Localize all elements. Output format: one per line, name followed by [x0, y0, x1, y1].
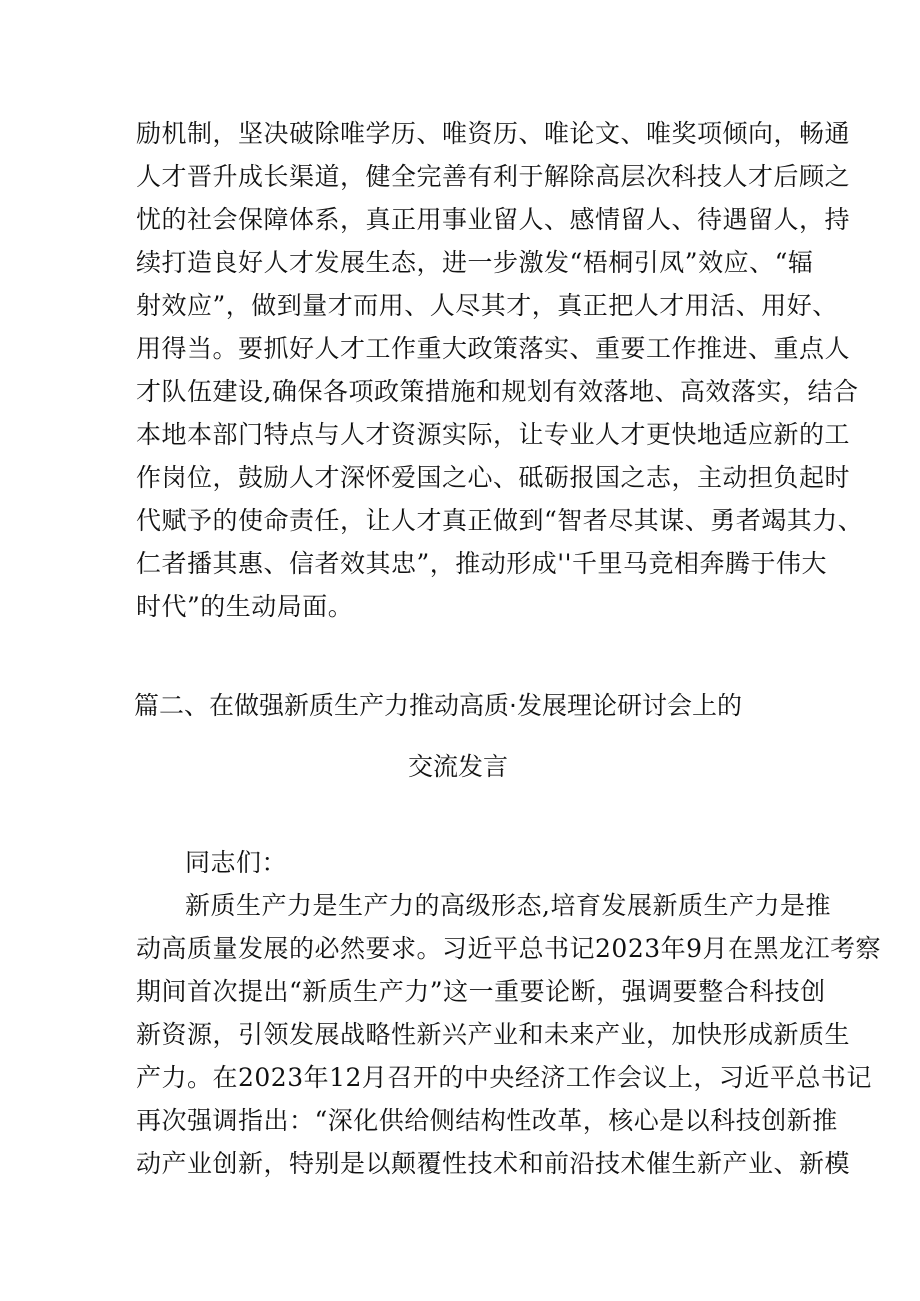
paragraph-line: 新质生产力是生产力的高级形态,培育发展新质生产力是推: [185, 891, 831, 920]
paragraph-line: 代赋予的使命责任，让人才真正做到“智者尽其谋、勇者竭其力、: [136, 506, 864, 535]
salutation: 同志们：: [185, 848, 288, 877]
paragraph-line: 人才晋升成长渠道，健全完善有利于解除高层次科技人才后顾之: [136, 162, 851, 191]
paragraph-line: 产力。在2023年12月召开的中央经济工作会议上，习近平总书记: [136, 1063, 872, 1092]
paragraph-line: 续打造良好人才发展生态，进一步激发“梧桐引凤”效应、“辐: [136, 248, 814, 277]
section-title-line1: 篇二、在做强新质生产力推动高质·发展理论研讨会上的: [134, 691, 742, 720]
paragraph-line: 时代”的生动局面。: [136, 592, 354, 621]
paragraph-line: 励机制，坚决破除唯学历、唯资历、唯论文、唯奖项倾向，畅通: [136, 119, 851, 148]
paragraph-line: 作岗位，鼓励人才深怀爱国之心、砥砺报国之志，主动担负起时: [136, 463, 851, 492]
section-title-line2: 交流发言: [408, 752, 509, 781]
paragraph-line: 动产业创新，特别是以颠覆性技术和前沿技术催生新产业、新模: [136, 1149, 851, 1178]
paragraph-line: 本地本部门特点与人才资源实际，让专业人才更快地适应新的工: [136, 420, 851, 449]
paragraph-line: 才队伍建设,确保各项政策措施和规划有效落地、高效落实，结合: [136, 377, 859, 406]
paragraph-line: 仁者播其惠、信者效其忠”，推动形成''千里马竞相奔腾于伟大: [136, 549, 828, 578]
paragraph-line: 期间首次提出“新质生产力”这一重要论断，强调要整合科技创: [136, 977, 826, 1006]
paragraph-line: 新资源，引领发展战略性新兴产业和未来产业，加快形成新质生: [136, 1020, 851, 1049]
paragraph-line: 射效应”，做到量才而用、人尽其才，真正把人才用活、用好、: [136, 291, 838, 320]
paragraph-line: 用得当。要抓好人才工作重大政策落实、重要工作推进、重点人: [136, 334, 851, 363]
paragraph-line: 再次强调指出：“深化供给侧结构性改革，核心是以科技创新推: [136, 1106, 838, 1135]
paragraph-line: 忧的社会保障体系，真正用事业留人、感情留人、待遇留人，持: [136, 205, 851, 234]
paragraph-line: 动高质量发展的必然要求。习近平总书记2023年9月在黑龙江考察: [136, 934, 882, 963]
